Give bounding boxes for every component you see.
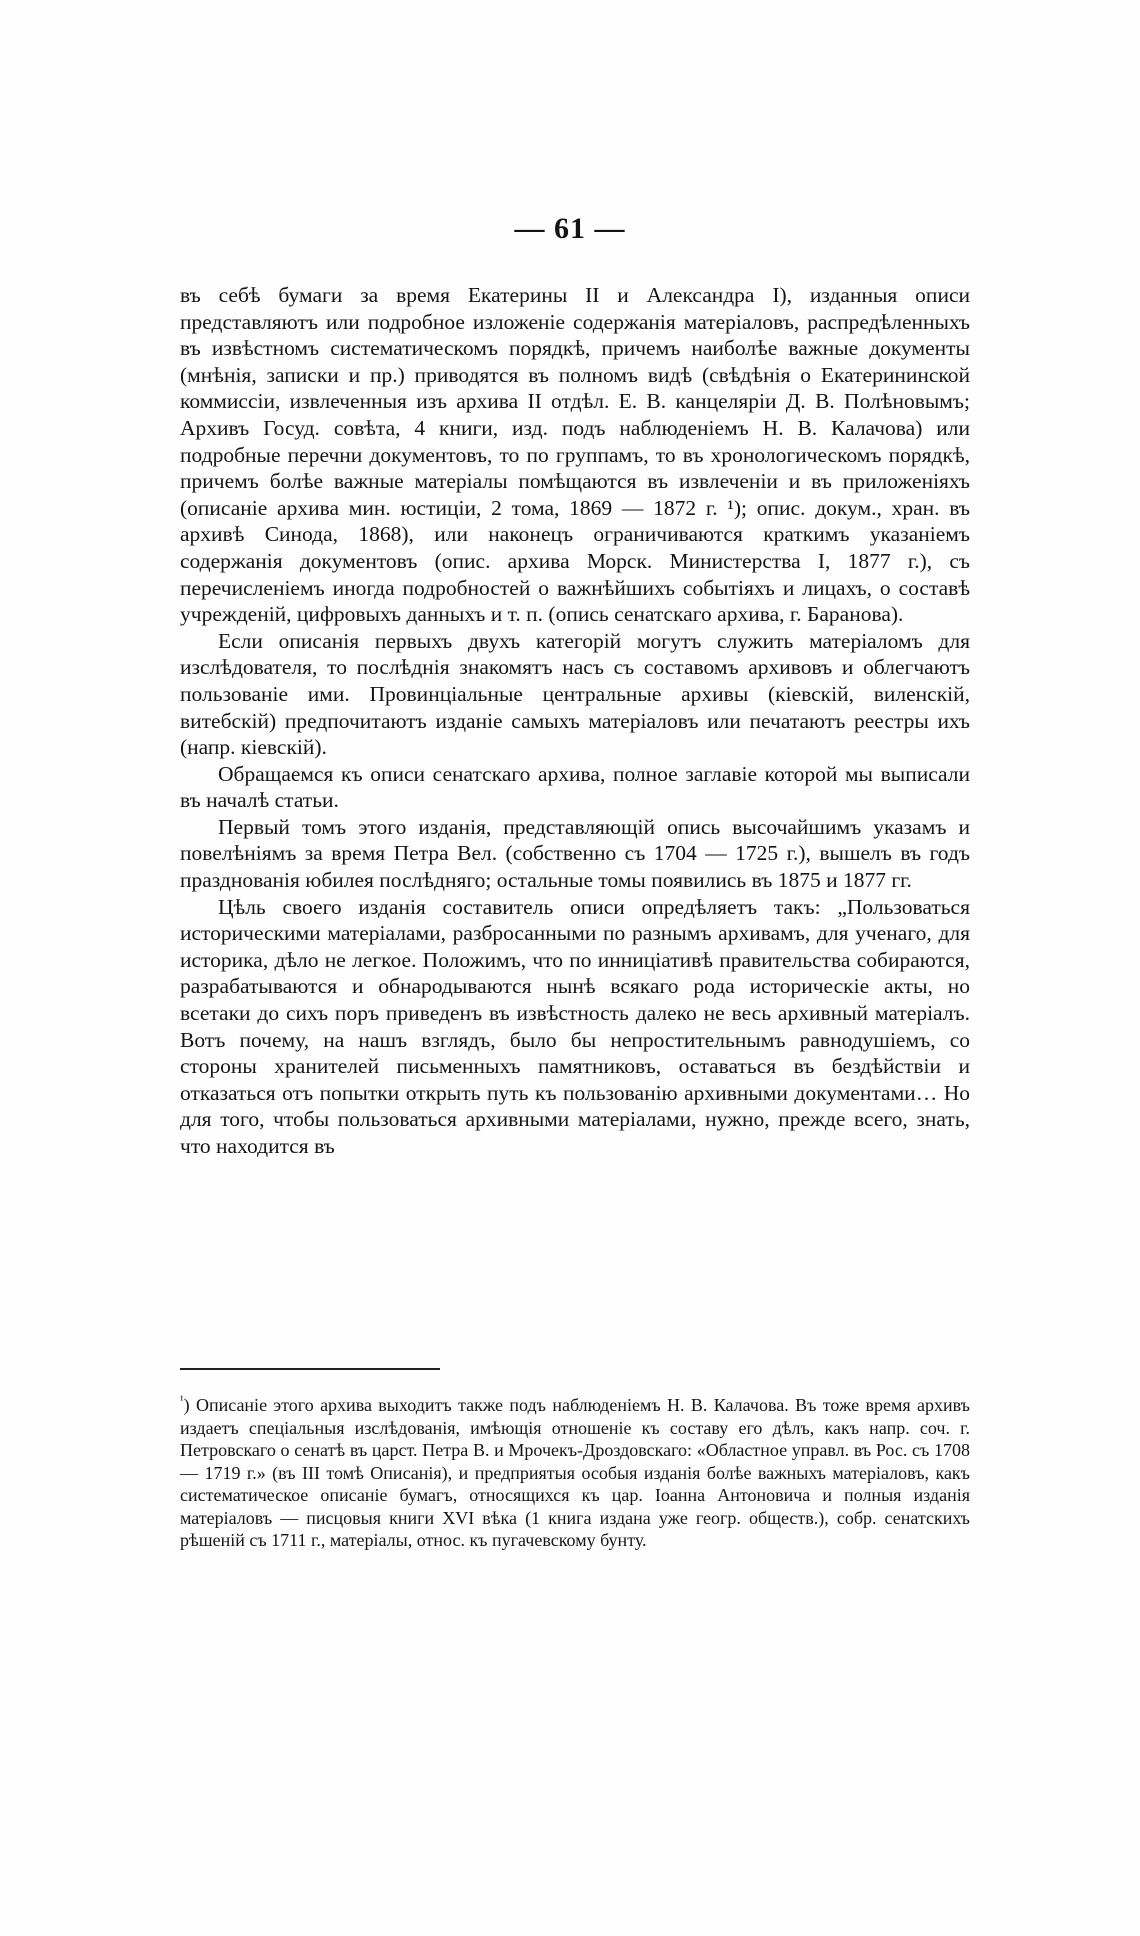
page-number: — 61 — <box>514 212 626 245</box>
paragraph-2: Если описанія первыхъ двухъ категорій могутъ служить матеріаломъ для изслѣдователя, то послѣднія знакомятъ насъ съ составомъ архивовъ и облегчаютъ пользованіе ими. Провинціальные центральные архивы (кіевскій, виленскій, витебскій) предпочитаютъ изданіе самыхъ матеріаловъ или печатаютъ реестры ихъ (напр. кіевскій). <box>180 628 970 760</box>
footnote-divider <box>180 1368 440 1370</box>
paragraph-1: въ себѣ бумаги за время Екатерины II и Александра I), изданныя описи представляютъ или подробное изложеніе содержанія матеріаловъ, распредѣленныхъ въ извѣстномъ систематическомъ порядкѣ, причемъ наиболѣе важные документы (мнѣнія, записки и пр.) приводятся въ полномъ видѣ (свѣдѣнія о Екатерининской коммиссіи, извлеченныя изъ архива II отдѣл. Е. В. канцеляріи Д. В. Полѣновымъ; Архивъ Госуд. совѣта, 4 книги, изд. подъ наблюденіемъ Н. В. Калачова) или подробные перечни документовъ, то по группамъ, то въ хронологическомъ порядкѣ, причемъ болѣе важные матеріалы помѣщаются въ извлеченіи и въ приложеніяхъ (описаніе архива мин. юстиціи, 2 тома, 1869 — 1872 г. ¹); опис. докум., хран. въ архивѣ Синода, 1868), или наконецъ ограничиваются краткимъ указаніемъ содержанія документовъ (опис. архива Морск. Министерства I, 1877 г.), съ перечисленіемъ иногда подробностей о важнѣйшихъ событіяхъ и лицахъ, о составѣ учрежденій, цифровыхъ данныхъ и т. п. (опись сенатскаго архива, г. Баранова). <box>180 283 970 627</box>
footnote-mark: ¹ <box>180 1393 184 1407</box>
footnote <box>180 1394 970 1552</box>
paragraph-4: Первый томъ этого изданія, представляющій опись высочайшимъ указамъ и повелѣніямъ за время Петра Вел. (собственно съ 1704 — 1725 г.), вышелъ въ годъ празднованія юбилея послѣдняго; остальные томы появились въ 1875 и 1877 гг. <box>180 814 970 893</box>
paragraph-5: Цѣль своего изданія составитель описи опредѣляетъ такъ: „Пользоваться историческими матеріалами, разбросанными по разнымъ архивамъ, для ученаго, для историка, дѣло не легкое. Положимъ, что по инниціативѣ правительства собираются, разрабатываются и обнародываются нынѣ всякаго рода историческіе акты, но всетаки до сихъ поръ приведенъ въ извѣстность далеко не весь архивный матеріалъ. Вотъ почему, на нашъ взглядъ, было бы непростительнымъ равнодушіемъ, со стороны хранителей письменныхъ памятниковъ, оставаться въ бездѣйствіи и отказаться отъ попытки открыть путь къ пользованію архивными документами… Но для того, чтобы пользоваться архивными матеріалами, нужно, прежде всего, знать, что находится въ <box>180 894 970 1158</box>
footnote-text: ) Описаніе этого архива выходитъ также подъ наблюденіемъ Н. В. Калачова. Въ тоже время архивъ издаетъ спеціальныя изслѣдованія, имѣющія отношеніе къ составу его дѣлъ, какъ напр. соч. г. Петровскаго о сенатѣ въ царст. Петра В. и Мрочекъ-Дроздовскаго: «Областное управл. въ Рос. съ 1708 — 1719 г.» (въ III томѣ Описанія), и предприятыя особыя изданія болѣе важныхъ матеріаловъ, какъ систематическое описаніе бумагъ, относящихся къ цар. Іоанна Антоновича и полныя изданія матеріаловъ — писцовыя книги XVI вѣка (1 книга издана уже геогр. обществ.), собр. сенатскихъ рѣшеній съ 1711 г., матеріалы, относ. къ пугачевскому бунту. <box>180 1395 970 1550</box>
body-text <box>180 282 970 1160</box>
paragraph-3: Обращаемся къ описи сенатскаго архива, полное заглавіе которой мы выписали въ началѣ статьи. <box>180 761 970 813</box>
